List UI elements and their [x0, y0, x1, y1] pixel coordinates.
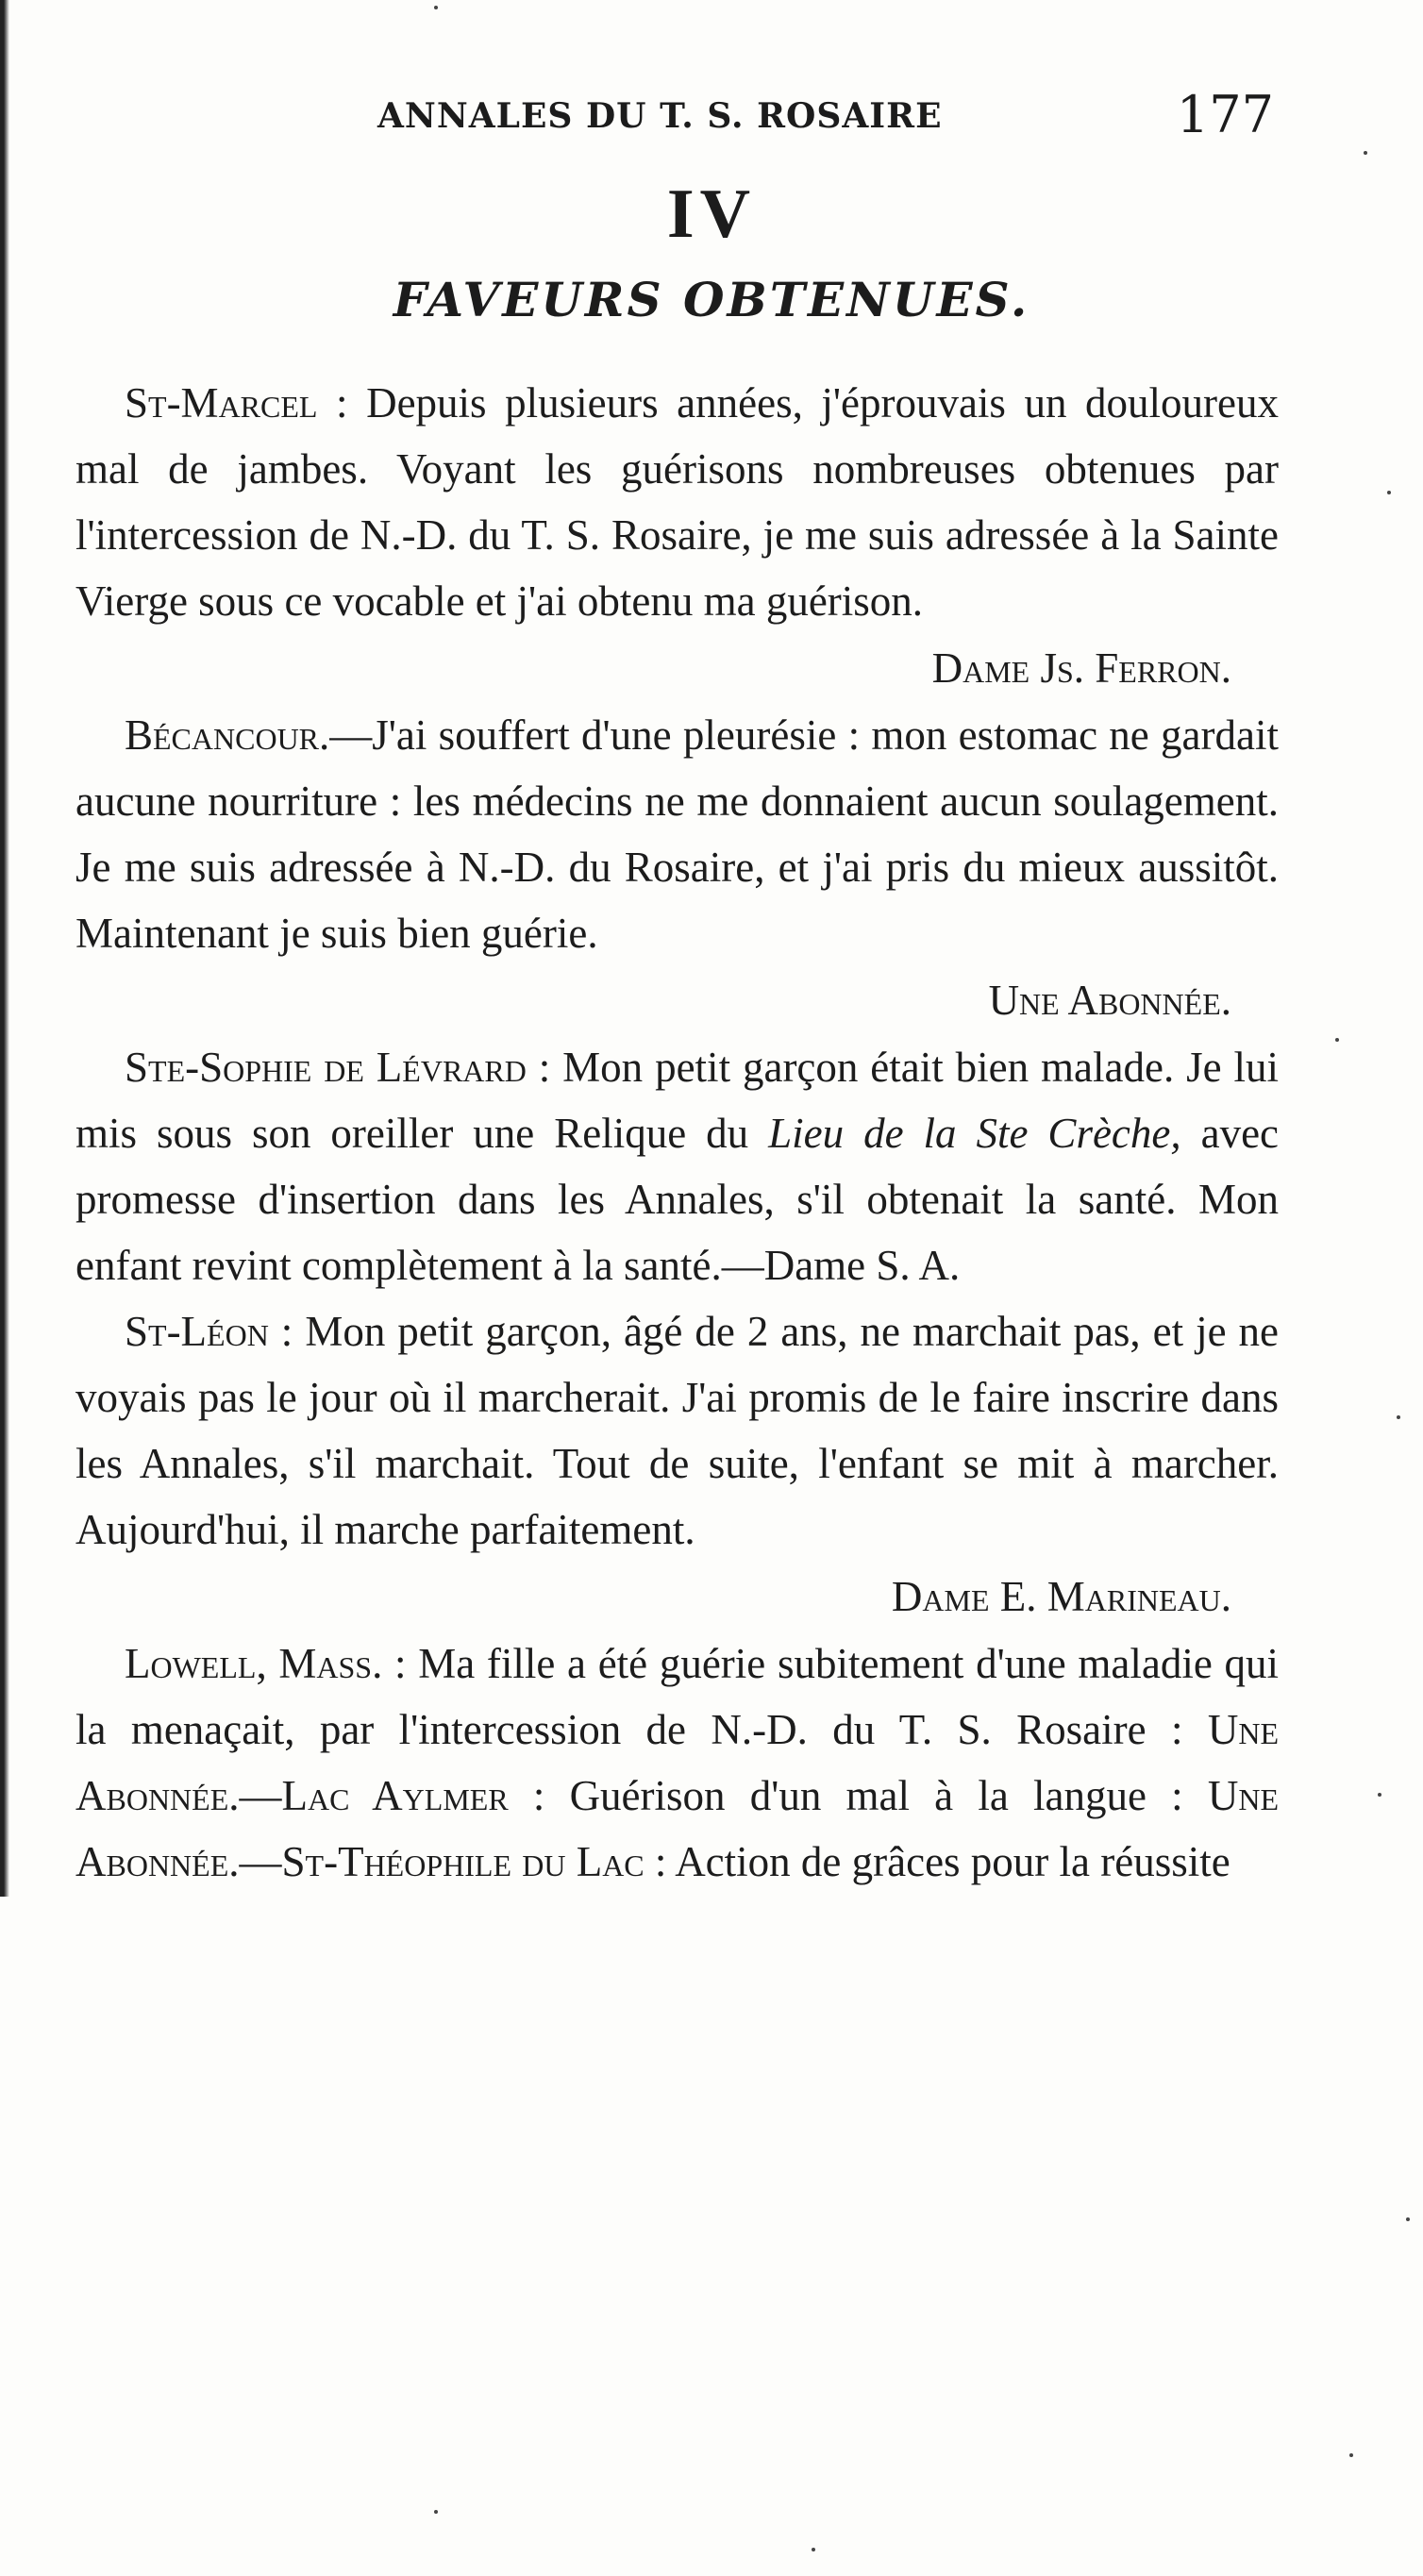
testimony-paragraph: [75, 370, 1279, 634]
testimony-text: Action de grâces pour la réussite: [675, 1838, 1230, 1885]
running-head: ANNALES DU T. S. ROSAIRE: [377, 96, 943, 136]
testimony-text: Guérison d'un mal à la langue :: [569, 1772, 1183, 1819]
testimony-place: —St-Théophile du Lac :: [239, 1838, 667, 1885]
article-body: [75, 370, 1279, 1895]
testimony-signature: Une Abonnée.: [988, 977, 1231, 1024]
testimony-text: Mon petit garçon, âgé de 2 ans, ne marchait pas, et je ne voyais pas le jour où il marcherait. J'ai promis de le faire inscrire dans les Annales, s'il marchait. Tout de suite, l'enfant se mit à marcher. Aujourd'hui, il marche parfaitement.: [75, 1308, 1280, 1553]
testimony-paragraph: [75, 1298, 1279, 1563]
testimony-signature: Une Abonnée.: [75, 1772, 1280, 1885]
page-header: [377, 85, 1274, 151]
testimony-text: Mon petit garçon était bien malade. Je lui mis sous son oreiller une Relique du: [75, 1044, 1279, 1157]
testimony-paragraph: [75, 1631, 1279, 1895]
testimony-signature: Une Abonnée.: [75, 1706, 1279, 1819]
testimony-paragraph: [75, 1034, 1279, 1298]
testimony-signature: Dame Js. Ferron.: [931, 644, 1231, 692]
testimony-text: —J'ai souffert d'une pleurésie : mon estomac ne gardait aucune nourriture : les médecins ne me donnaient aucun soulagement. Je me suis adressée à N.-D. du Rosaire, et j'ai pris du mieux aussitôt. Maintenant je suis bien guérie.: [75, 711, 1279, 957]
testimony-text: avec promesse d'insertion dans les Annales, s'il obtenait la santé. Mon enfant revint complètement à la santé.—Dame S. A.: [75, 1110, 1280, 1289]
testimony-place: Ste-Sophie de Lévrard :: [125, 1044, 551, 1091]
testimony-place: Lowell, Mass. :: [125, 1640, 407, 1687]
testimony-text: Ma fille a été guérie subitement d'une maladie qui la menaçait, par l'intercession de N.-D. du T. S. Rosaire :: [75, 1640, 1279, 1753]
section-number: IV: [666, 176, 757, 253]
testimony-text: Depuis plusieurs années, j'éprouvais un douloureux mal de jambes. Voyant les guérisons nombreuses obtenues par l'intercession de N.-D. du T. S. Rosaire, je me suis adressée à la Sainte Vierge sous ce vocable et j'ai obtenu ma guérison.: [75, 379, 1279, 625]
relic-name: Lieu de la Ste Crèche,: [768, 1110, 1181, 1157]
page-number: 177: [1176, 85, 1274, 144]
section-title: FAVEURS OBTENUES.: [393, 272, 1030, 327]
testimony-place: Bécancour.: [125, 711, 330, 759]
testimony-place: St-Léon :: [125, 1308, 293, 1355]
testimony-signature: Dame E. Marineau.: [891, 1573, 1231, 1620]
testimony-paragraph: [75, 702, 1279, 966]
testimony-place: —Lac Aylmer :: [239, 1772, 545, 1819]
testimony-place: St-Marcel :: [125, 379, 348, 427]
